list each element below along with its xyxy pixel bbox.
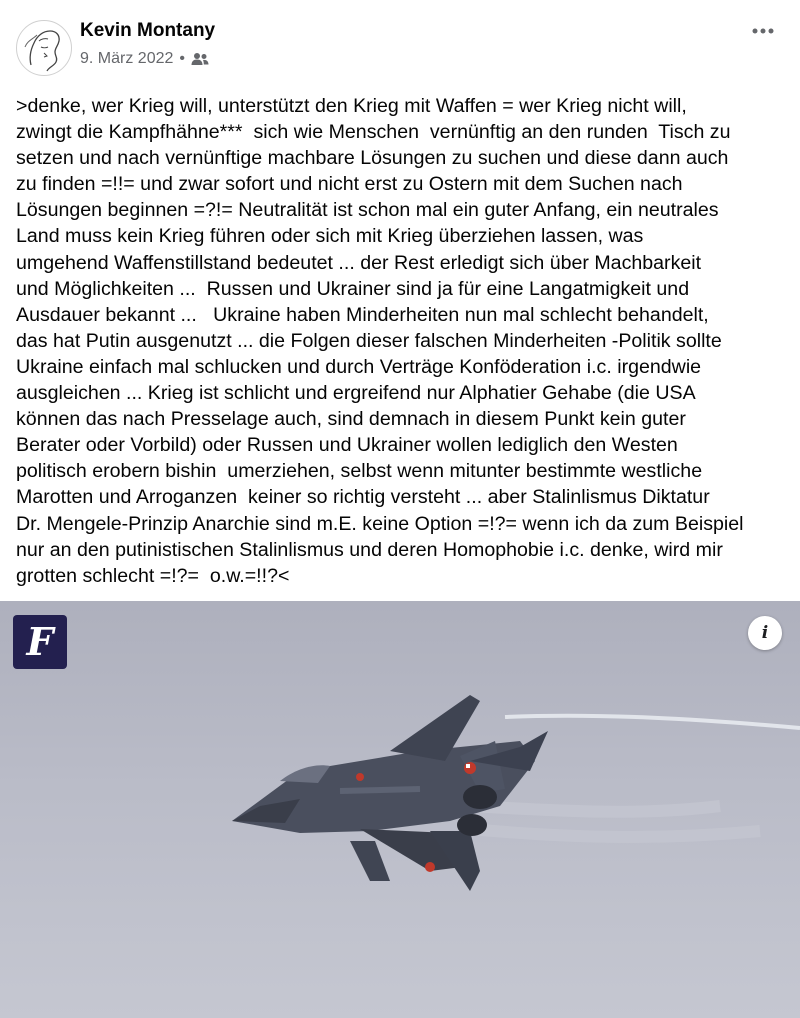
post-meta <box>80 50 209 68</box>
post-header <box>0 0 800 90</box>
meta-separator: • <box>179 50 185 67</box>
post-date[interactable]: 9. März 2022 <box>80 50 174 67</box>
post-text-line: ausgleichen ... Krieg ist schlicht und ergreifend nur Alphatier Gehabe (die USA <box>16 382 696 405</box>
publisher-logo[interactable] <box>13 615 67 669</box>
info-icon[interactable]: i <box>748 616 782 650</box>
post-text-line: umgehend Waffenstillstand bedeutet ... der Rest erledigt sich über Machbarkeit <box>16 251 702 274</box>
author-name[interactable]: Kevin Montany <box>80 20 216 41</box>
post-text-line: Marotten und Arroganzen keiner so richtig versteht ... aber Stalinlismus Diktatur <box>16 486 710 509</box>
post-text-line: das hat Putin ausgenutzt ... die Folgen dieser falschen Minderheiten -Politik sollte <box>16 329 722 352</box>
post-text-line: politisch erobern bishin umerziehen, selbst wenn mitunter bestimmte westliche <box>16 460 703 483</box>
fighter-jet-photo <box>0 601 800 1018</box>
friends-icon[interactable] <box>191 52 209 66</box>
post-text-line: >denke, wer Krieg will, unterstützt den Krieg mit Waffen = wer Krieg nicht will, <box>16 95 687 117</box>
post-text-line: Land muss kein Krieg führen oder sich mit Krieg überziehen lassen, was <box>16 225 644 248</box>
post-text-line: zu finden =!!= und zwar sofort und nicht erst zu Ostern mit dem Suchen nach <box>16 173 683 196</box>
post-text <box>16 93 794 589</box>
publisher-logo-letter: F <box>26 619 54 664</box>
post-text-line: setzen und nach vernünftige machbare Lösungen zu suchen und diese dann auch <box>16 147 729 170</box>
post-text-line: und Möglichkeiten ... Russen und Ukrainer sind ja für eine Langatmigkeit und <box>16 277 690 300</box>
post-text-line: zwingt die Kampfhähne*** sich wie Menschen vernünftig an den runden Tisch zu <box>16 121 731 144</box>
post-text-line: Ausdauer bekannt ... Ukraine haben Minderheiten nun mal schlecht behandelt, <box>16 303 709 326</box>
post-text-line: Ukraine einfach mal schlucken und durch Verträge Konföderation i.c. irgendwie <box>16 355 702 378</box>
post-text-line: können das nach Presselage auch, sind demnach in diesem Punkt kein guter <box>16 408 686 431</box>
link-preview-image[interactable] <box>0 601 800 1018</box>
post-text-line: Berater oder Vorbild) oder Russen und Ukrainer wollen lediglich den Westen <box>16 434 678 457</box>
avatar[interactable] <box>16 20 72 76</box>
more-options-icon[interactable] <box>748 18 778 44</box>
post-text-line: Dr. Mengele-Prinzip Anarchie sind m.E. keine Option =!?= wenn ich da zum Beispiel <box>16 512 744 535</box>
avatar-sketch-icon <box>17 21 71 75</box>
post-text-line: grotten schlecht =!?= o.w.=!!?< <box>16 564 290 587</box>
post-text-line: nur an den putinistischen Stalinlismus und deren Homophobie i.c. denke, wird mir <box>16 538 723 561</box>
post-text-line: Lösungen beginnen =?!= Neutralität ist schon mal ein guter Anfang, ein neutrales <box>16 199 719 222</box>
